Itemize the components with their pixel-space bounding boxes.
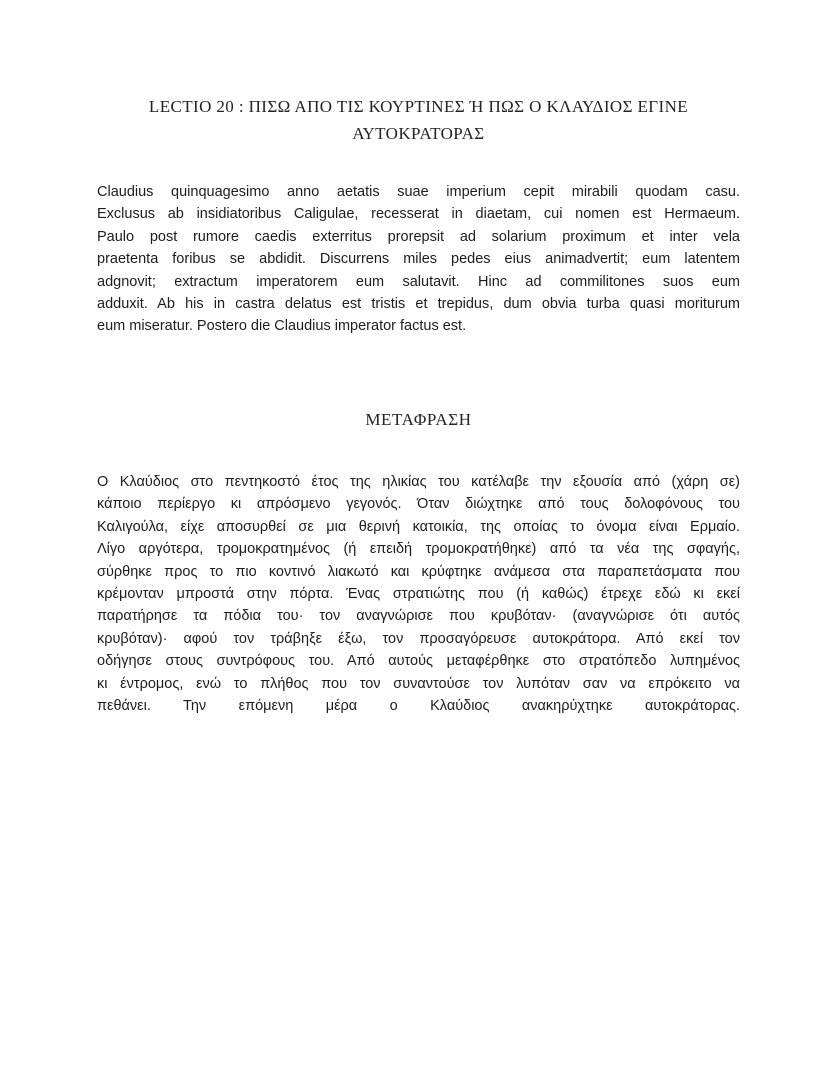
text-line: Paulo post rumore caedis exterritus prorepsit ad solarium proximum et inter vela (97, 228, 740, 245)
text-line: adgnovit; extractum imperatorem eum salutavit. Hinc ad commilitones suos eum (97, 273, 740, 290)
latin-passage (97, 181, 740, 338)
text-line: Claudius quinquagesimo anno aetatis suae imperium cepit mirabili quodam casu. (97, 184, 740, 200)
text-line: Exclusus ab insidiatoribus Caligulae, recesserat in diaetam, cui nomen est Hermaeum. (97, 206, 740, 223)
text-line: κι έντρομος, ενώ το πλήθος που τον συναντούσε τον λυπόταν σαν να επρόκειτο να (97, 675, 740, 692)
greek-translation (97, 471, 740, 717)
lesson-title-line1: LECTIO 20 : ΠΙΣΩ ΑΠΟ ΤΙΣ ΚΟΥΡΤΙΝΕΣ Ή ΠΩΣ Ο ΚΛΑΥΔΙΟΣ ΕΓΙΝΕ (148, 97, 689, 116)
text-line: κρέμονταν μπροστά στην πόρτα. Ένας στρατιώτης που (ή καθώς) έτρεχε εδώ κι εκεί (97, 586, 740, 603)
text-line: Ο Κλαύδιος στο πεντηκοστό έτος της ηλικίας του κατέλαβε την εξουσία από (χάρη σε) (97, 474, 740, 490)
text-line: eum miseratur. Postero die Claudius imperator factus est. (97, 318, 467, 335)
lesson-title (97, 93, 740, 147)
text-line: κρυβόταν)· αφού τον τράβηξε έξω, τον προσαγόρευσε αυτοκράτορα. Από εκεί τον (97, 630, 740, 647)
text-line: adduxit. Ab his in castra delatus est tristis et trepidus, dum obvia turba quasi moriturum (97, 296, 740, 313)
text-line: Λίγο αργότερα, τρομοκρατημένος (ή επειδή τρομοκρατήθηκε) από τα νέα της σφαγής, (97, 541, 740, 558)
text-line: οδήγησε στους συντρόφους του. Από αυτούς μεταφέρθηκε στο στρατόπεδο λυπημένος (97, 653, 740, 670)
text-line: Καλιγούλα, είχε αποσυρθεί σε μια θερινή κατοικία, της οποίας το όνομα είναι Ερμαίο. (97, 518, 740, 535)
text-line: παρατήρησε τα πόδια του· τον αναγνώρισε που κρυβόταν· (αναγνώρισε ότι αυτός (97, 608, 740, 625)
text-line: σύρθηκε προς το πιο κοντινό λιακωτό και κρύφτηκε ανάμεσα στα παραπετάσματα που (97, 563, 740, 580)
translation-heading: ΜΕΤΑΦΡΑΣΗ (365, 410, 472, 429)
text-line: πεθάνει. Την επόμενη μέρα ο Κλαύδιος ανακηρύχτηκε αυτοκράτορας. (97, 698, 740, 715)
text-line: praetenta foribus se abdidit. Discurrens miles pedes eius animadvertit; eum latentem (97, 251, 740, 268)
lesson-title-line2: ΑΥΤΟΚΡΑΤΟΡΑΣ (352, 124, 485, 143)
text-line: κάποιο περίεργο κι απρόσμενο γεγονός. Όταν διώχτηκε από τους δολοφόνους του (97, 496, 740, 513)
